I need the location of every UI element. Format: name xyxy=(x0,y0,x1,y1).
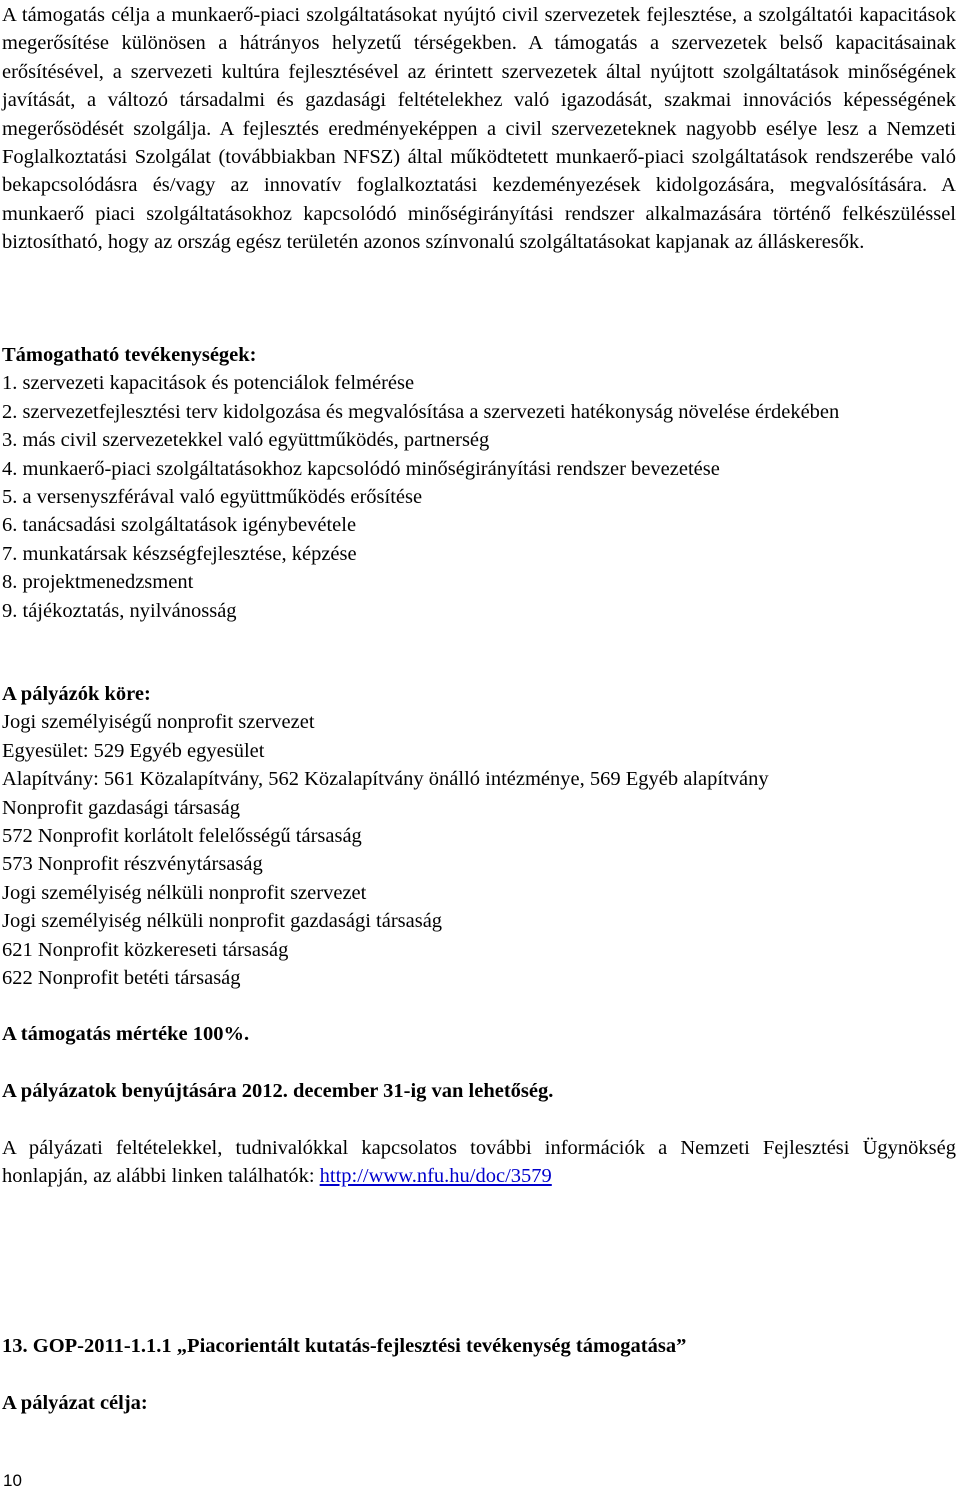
activity-item: 3. más civil szervezetekkel való együttműködés, partnerség xyxy=(2,429,490,452)
activity-item: 5. a versenyszférával való együttműködés erősítése xyxy=(2,486,423,509)
activity-item: 8. projektmenedzsment xyxy=(2,571,194,594)
page-number: 10 xyxy=(3,1471,22,1490)
intro-paragraph: A támogatás célja a munkaerő-piaci szolgáltatásokat nyújtó civil szervezetek fejlesztése, a szolgáltatói kapacitások megerősítése különösen a hátrányos helyzetű térségekben. A támogatás a szervezetek belső kapacitásainak erősítésével, a szervezeti kultúra fejlesztésével az érintett szervezetek által nyújtott szolgáltatások minőségének javítását, a változó társadalmi és gazdasági feltételekhez való igazodását, szakmai innovációs képességének megerősödését szolgálja. A fejlesztés eredményeképpen a civil szervezeteknek nagyobb esélye lesz a Nemzeti Foglalkoztatási Szolgálat (továbbiakban NFSZ) által működtetett munkaerő-piaci szolgáltatások rendszerébe való bekapcsolódásra és/vagy az innovatív foglalkoztatási kezdeményezések kidolgozására, megvalósítására. A munkaerő piaci szolgáltatásokhoz kapcsolódó minőségirányítási rendszer alkalmazására történő felkészüléssel biztosítható, hogy az ország egész területén azonos színvonalú szolgáltatásokat kapjanak az álláskeresők. xyxy=(2,4,956,254)
activity-item: 4. munkaerő-piaci szolgáltatásokhoz kapcsolódó minőségirányítási rendszer bevezetése xyxy=(2,457,720,480)
activities-heading: Támogatható tevékenységek: xyxy=(2,344,257,366)
activity-item: 9. tájékoztatás, nyilvánosság xyxy=(2,599,237,622)
applicant-item: Alapítvány: 561 Közalapítvány, 562 Közalapítvány önálló intézménye, 569 Egyéb alapítvány xyxy=(2,768,769,791)
activity-item: 2. szervezetfejlesztési terv kidolgozása és megvalósítása a szervezeti hatékonyság növelése érdekében xyxy=(2,400,840,423)
support-rate: A támogatás mértéke 100%. xyxy=(2,1023,250,1045)
next-section-subheading: A pályázat célja: xyxy=(2,1392,148,1414)
activities-section xyxy=(2,341,956,625)
applicant-item: 622 Nonprofit betéti társaság xyxy=(2,967,241,990)
applicants-heading: A pályázók köre: xyxy=(2,683,151,705)
applicant-item: 573 Nonprofit részvénytársaság xyxy=(2,853,263,876)
activity-item: 7. munkatársak készségfejlesztése, képzése xyxy=(2,542,357,565)
applicant-item: Nonprofit gazdasági társaság xyxy=(2,796,240,819)
applicant-item: Jogi személyiség nélküli nonprofit gazdasági társaság xyxy=(2,910,443,933)
info-text: A pályázati feltételekkel, tudnivalókkal kapcsolatos további információk a Nemzeti Fejlesztési Ügynökség honlapján, az alábbi linken találhatók: xyxy=(2,1137,956,1188)
info-link[interactable]: http://www.nfu.hu/doc/3579 xyxy=(319,1165,552,1188)
applicant-item: Jogi személyiségű nonprofit szervezet xyxy=(2,711,315,734)
applicant-item: Jogi személyiség nélküli nonprofit szervezet xyxy=(2,881,367,904)
applicants-section xyxy=(2,680,956,992)
activity-item: 6. tanácsadási szolgáltatások igénybevétele xyxy=(2,514,357,537)
applicant-item: 572 Nonprofit korlátolt felelősségű társaság xyxy=(2,825,362,848)
deadline: A pályázatok benyújtására 2012. december 31-ig van lehetőség. xyxy=(2,1080,554,1102)
applicant-item: 621 Nonprofit közkereseti társaság xyxy=(2,938,289,961)
next-section-title: 13. GOP-2011-1.1.1 „Piacorientált kutatás-fejlesztési tevékenység támogatása” xyxy=(2,1335,687,1357)
info-paragraph xyxy=(2,1134,956,1191)
activity-item: 1. szervezeti kapacitások és potenciálok felmérése xyxy=(2,372,415,395)
applicant-item: Egyesület: 529 Egyéb egyesület xyxy=(2,739,265,762)
